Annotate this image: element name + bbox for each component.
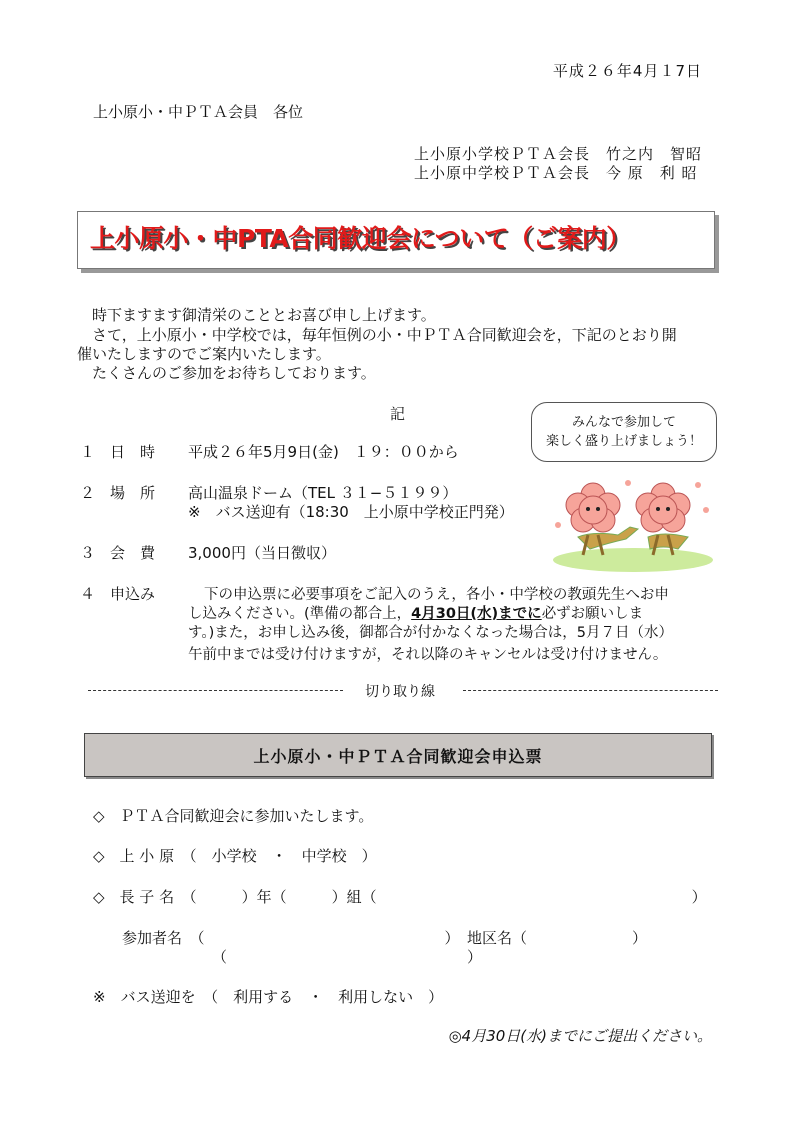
form-bus-choice[interactable]: ※ バス送迎を （ 利用する ・ 利用しない ） bbox=[93, 988, 444, 1006]
title-banner bbox=[77, 211, 715, 269]
form-eldest-child-field[interactable]: ◇ 長 子 名 （ ）年（ ）組（ ） bbox=[93, 888, 707, 906]
addressee: 上小原小・中ＰＴＡ会員 各位 bbox=[93, 103, 304, 121]
flower-characters-illustration bbox=[548, 465, 718, 575]
item4-line3: す。)また，お申し込み後，御都合が付かなくなった場合は，5月７日（水） bbox=[188, 625, 673, 641]
intro-paragraph-line2: 催いたしますのでご案内いたします。 bbox=[77, 345, 331, 363]
item2-label: 場 所 bbox=[110, 484, 156, 502]
sender-elementary: 上小原小学校ＰＴＡ会長 竹之内 智昭 bbox=[414, 145, 703, 163]
document-date: 平成２６年4月１7日 bbox=[552, 62, 702, 80]
cut-line-label: 切り取り線 bbox=[357, 681, 443, 701]
item2-venue: 高山温泉ドーム（TEL ３１−５１９９） bbox=[188, 484, 458, 502]
item1-label: 日 時 bbox=[110, 443, 156, 461]
item2-number: ２ bbox=[80, 484, 96, 502]
bubble-line1: みんなで参加して bbox=[571, 415, 676, 430]
item3-number: ３ bbox=[80, 544, 96, 562]
deadline-emphasis: 4月30日(水)までに bbox=[411, 606, 542, 622]
item4-number: ４ bbox=[80, 585, 96, 603]
form-participation-line: ◇ ＰＴＡ合同歓迎会に参加いたします。 bbox=[93, 807, 374, 825]
invitation-paragraph: たくさんのご参加をお待ちしております。 bbox=[92, 364, 376, 382]
item4-line2-start: し込みください。(準備の都合上， bbox=[188, 606, 412, 622]
item3-fee: 3,000円（当日徴収） bbox=[188, 544, 336, 562]
form-title-box bbox=[84, 733, 712, 777]
item1-number: １ bbox=[80, 443, 96, 461]
submission-deadline: ◎4月30日(水)までにご提出ください。 bbox=[448, 1027, 712, 1045]
item4-line2-end: 必ずお願いしま bbox=[541, 606, 644, 622]
bubble-line2: 楽しく盛り上げましょう！ bbox=[545, 434, 702, 449]
item2-bus-note: ※ バス送迎有（18:30 上小原中学校正門発） bbox=[188, 503, 514, 521]
item1-datetime: 平成２６年5月9日(金) １９：００から bbox=[188, 443, 459, 461]
item4-label: 申込み bbox=[110, 585, 156, 603]
item4-line4: 午前中までは受け付けますが，それ以降のキャンセルは受け付けません。 bbox=[188, 647, 668, 663]
item3-label: 会 費 bbox=[110, 544, 156, 562]
item4-line2 bbox=[188, 602, 643, 623]
greeting-paragraph: 時下ますます御清栄のこととお喜び申し上げます。 bbox=[92, 306, 436, 324]
document-title: 上小原小・中PTA合同歓迎会について（ご案内） bbox=[90, 224, 631, 253]
form-participant-field[interactable]: 参加者名 （ ） 地区名（ ） bbox=[122, 929, 648, 947]
sender-junior-high: 上小原中学校ＰＴＡ会長 今 原 利 昭 bbox=[414, 164, 698, 182]
form-participant-field-2[interactable]: （ ） bbox=[212, 948, 483, 966]
ki-heading: 記 bbox=[390, 405, 406, 423]
cut-line-left bbox=[88, 690, 343, 691]
form-title: 上小原小・中ＰＴＡ合同歓迎会申込票 bbox=[253, 747, 543, 766]
cut-line-right bbox=[463, 690, 718, 691]
item4-line1: 下の申込票に必要事項をご記入のうえ，各小・中学校の教頭先生へお申 bbox=[204, 587, 669, 603]
form-school-choice[interactable]: ◇ 上 小 原 （ 小学校 ・ 中学校 ） bbox=[93, 847, 377, 865]
intro-paragraph-line1: さて，上小原小・中学校では，毎年恒例の小・中ＰＴＡ合同歓迎会を，下記のとおり開 bbox=[92, 326, 677, 344]
speech-bubble bbox=[531, 402, 717, 462]
